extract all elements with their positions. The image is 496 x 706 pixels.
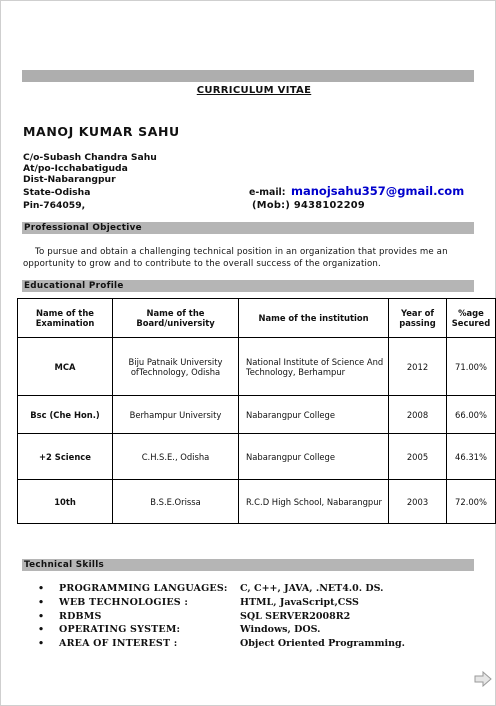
- skill-value: HTML, JavaScript,CSS: [240, 596, 359, 608]
- cell-institution: Nabarangpur College: [239, 434, 389, 480]
- cell-year: 2012: [389, 338, 447, 396]
- address-line: Pin-764059,: [23, 200, 86, 211]
- list-item: [38, 638, 478, 652]
- address-line: At/po-Icchabatiguda: [23, 163, 128, 174]
- objective-text: To pursue and obtain a challenging technical position in an organization that provides me an opportunity to grow and to contribute to the overall success of the organization.: [23, 247, 448, 269]
- header-exam: Name of the Examination: [18, 299, 113, 338]
- cell-board: C.H.S.E., Odisha: [113, 434, 239, 480]
- bullet-icon: •: [38, 610, 45, 622]
- address-line: C/o-Subash Chandra Sahu: [23, 152, 157, 163]
- table-row: [18, 338, 496, 396]
- header-year: Year of passing: [389, 299, 447, 338]
- skill-value: C, C++, JAVA, .NET4.0. DS.: [240, 583, 384, 594]
- email-address[interactable]: manojsahu357@gmail.com: [291, 184, 465, 198]
- cell-percentage: 72.00%: [447, 480, 496, 524]
- cell-exam: Bsc (Che Hon.): [18, 396, 113, 434]
- skill-label: AREA OF INTEREST :: [59, 638, 178, 650]
- cell-year: 2005: [389, 434, 447, 480]
- cell-year: 2008: [389, 396, 447, 434]
- header-bar: [22, 70, 474, 82]
- bullet-icon: •: [38, 596, 45, 608]
- candidate-name: MANOJ KUMAR SAHU: [23, 124, 180, 139]
- education-table: [17, 298, 496, 524]
- table-row: [18, 396, 496, 434]
- bullet-icon: •: [38, 638, 45, 650]
- cell-percentage: 46.31%: [447, 434, 496, 480]
- cell-percentage: 66.00%: [447, 396, 496, 434]
- cell-exam: 10th: [18, 480, 113, 524]
- address-line: Dist-Nabarangpur: [23, 174, 116, 185]
- cell-institution: National Institute of Science And Technology, Berhampur: [239, 338, 389, 396]
- skill-value: Object Oriented Programming.: [240, 638, 405, 650]
- cell-year: 2003: [389, 480, 447, 524]
- section-heading-objective: Professional Objective: [22, 222, 474, 234]
- skill-value: SQL SERVER2008R2: [240, 610, 351, 622]
- header-percentage: %age Secured: [447, 299, 496, 338]
- section-heading-education: Educational Profile: [22, 280, 474, 292]
- cell-institution: Nabarangpur College: [239, 396, 389, 434]
- header-institution: Name of the institution: [239, 299, 389, 338]
- list-item: [38, 583, 478, 597]
- document-title: CURRICULUM VITAE: [196, 85, 312, 96]
- skill-label: PROGRAMMING LANGUAGES:: [59, 583, 228, 594]
- skill-label: OPERATING SYSTEM:: [59, 624, 181, 636]
- cell-institution: R.C.D High School, Nabarangpur: [239, 480, 389, 524]
- bullet-icon: •: [38, 624, 45, 636]
- email-label: e-mail:: [249, 187, 286, 198]
- skills-list: [38, 583, 478, 652]
- cell-board: Biju Patnaik University ofTechnology, Odisha: [113, 338, 239, 396]
- skill-label: WEB TECHNOLOGIES :: [59, 596, 189, 608]
- arrow-right-icon[interactable]: [474, 671, 492, 687]
- list-item: [38, 597, 478, 611]
- skill-value: Windows, DOS.: [240, 624, 321, 636]
- header-board: Name of the Board/university: [113, 299, 239, 338]
- cell-exam: MCA: [18, 338, 113, 396]
- list-item: [38, 624, 478, 638]
- table-row: [18, 480, 496, 524]
- cell-board: B.S.E.Orissa: [113, 480, 239, 524]
- table-row: [18, 434, 496, 480]
- cell-percentage: 71.00%: [447, 338, 496, 396]
- list-item: [38, 611, 478, 625]
- cell-board: Berhampur University: [113, 396, 239, 434]
- skill-label: RDBMS: [59, 610, 102, 622]
- section-heading-skills: Technical Skills: [22, 559, 474, 571]
- cell-exam: +2 Science: [18, 434, 113, 480]
- bullet-icon: •: [38, 583, 45, 594]
- address-line: State-Odisha: [23, 187, 91, 198]
- mobile-number: (Mob:) 9438102209: [252, 200, 366, 211]
- table-header-row: [18, 299, 496, 338]
